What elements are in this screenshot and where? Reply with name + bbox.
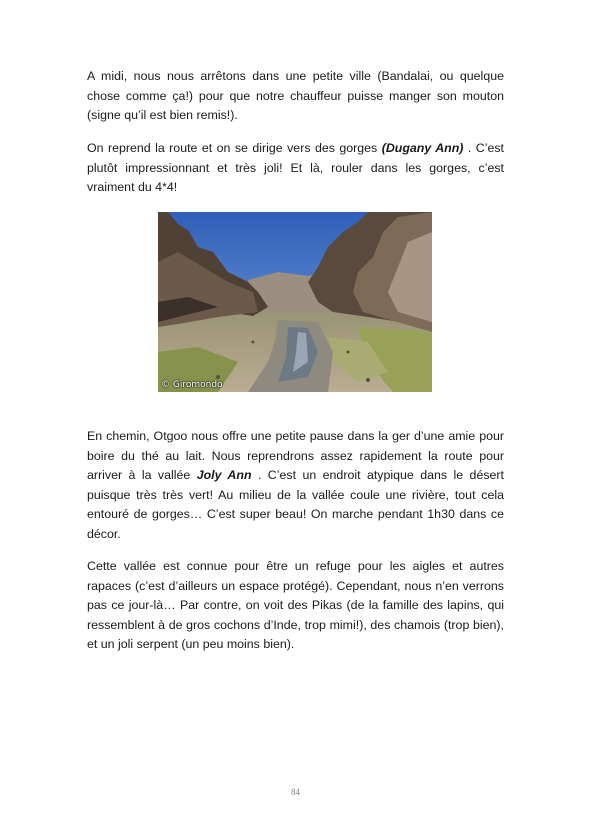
gorge-landscape-image [158,212,432,392]
place-name-dugany-ann: (Dugany Ann) [381,141,464,155]
paragraph-text: En chemin, Otgoo nous offre une petite pause dans la ger d’une amie pour boire du thé au lait. Nous reprendrons assez rapidement la route pour arriver à la vallée [87,429,504,482]
place-name-joly-ann: Joly Ann [196,468,252,482]
page-number: 84 [291,787,300,797]
paragraph-lunch-stop [87,67,504,126]
paragraph-text: Cette vallée est connue pour être un refuge pour les aigles et autres rapaces (c’est d’ailleurs un espace protégé). Cependant, nous n’en verrons pas ce jour-là… Par contre, on voit des Pikas (de la famille des lapins, qui ressemblent à de gros cochons d’Inde, trop mimi!), des chamois (trop bien), et un joli serpent (un peu moins bien). [87,559,504,651]
photo-watermark: © Giromondo [161,380,223,390]
paragraph-text: A midi, nous nous arrêtons dans une petite ville (Bandalai, ou quelque chose comme ça!) pour que notre chauffeur puisse manger son mouton (signe qu’il est bien remis!). [87,69,504,122]
paragraph-wildlife [87,557,504,655]
paragraph-joly-ann [87,427,504,544]
watermark-text: Giromondo [172,380,223,390]
paragraph-text: On reprend la route et on se dirige vers des gorges [87,141,382,155]
paragraph-text: . C’est plutôt impressionnant et très joli! Et là, rouler dans les gorges, c’est vraiment du 4*4! [87,141,504,194]
gorge-photo [158,212,432,392]
paragraph-gorges [87,139,504,198]
paragraph-text: . C’est un endroit atypique dans le désert puisque très très vert! Au milieu de la vallée coule une rivière, tout cela entouré de gorges… C’est super beau! On marche pendant 1h30 dans ce décor. [87,468,504,541]
